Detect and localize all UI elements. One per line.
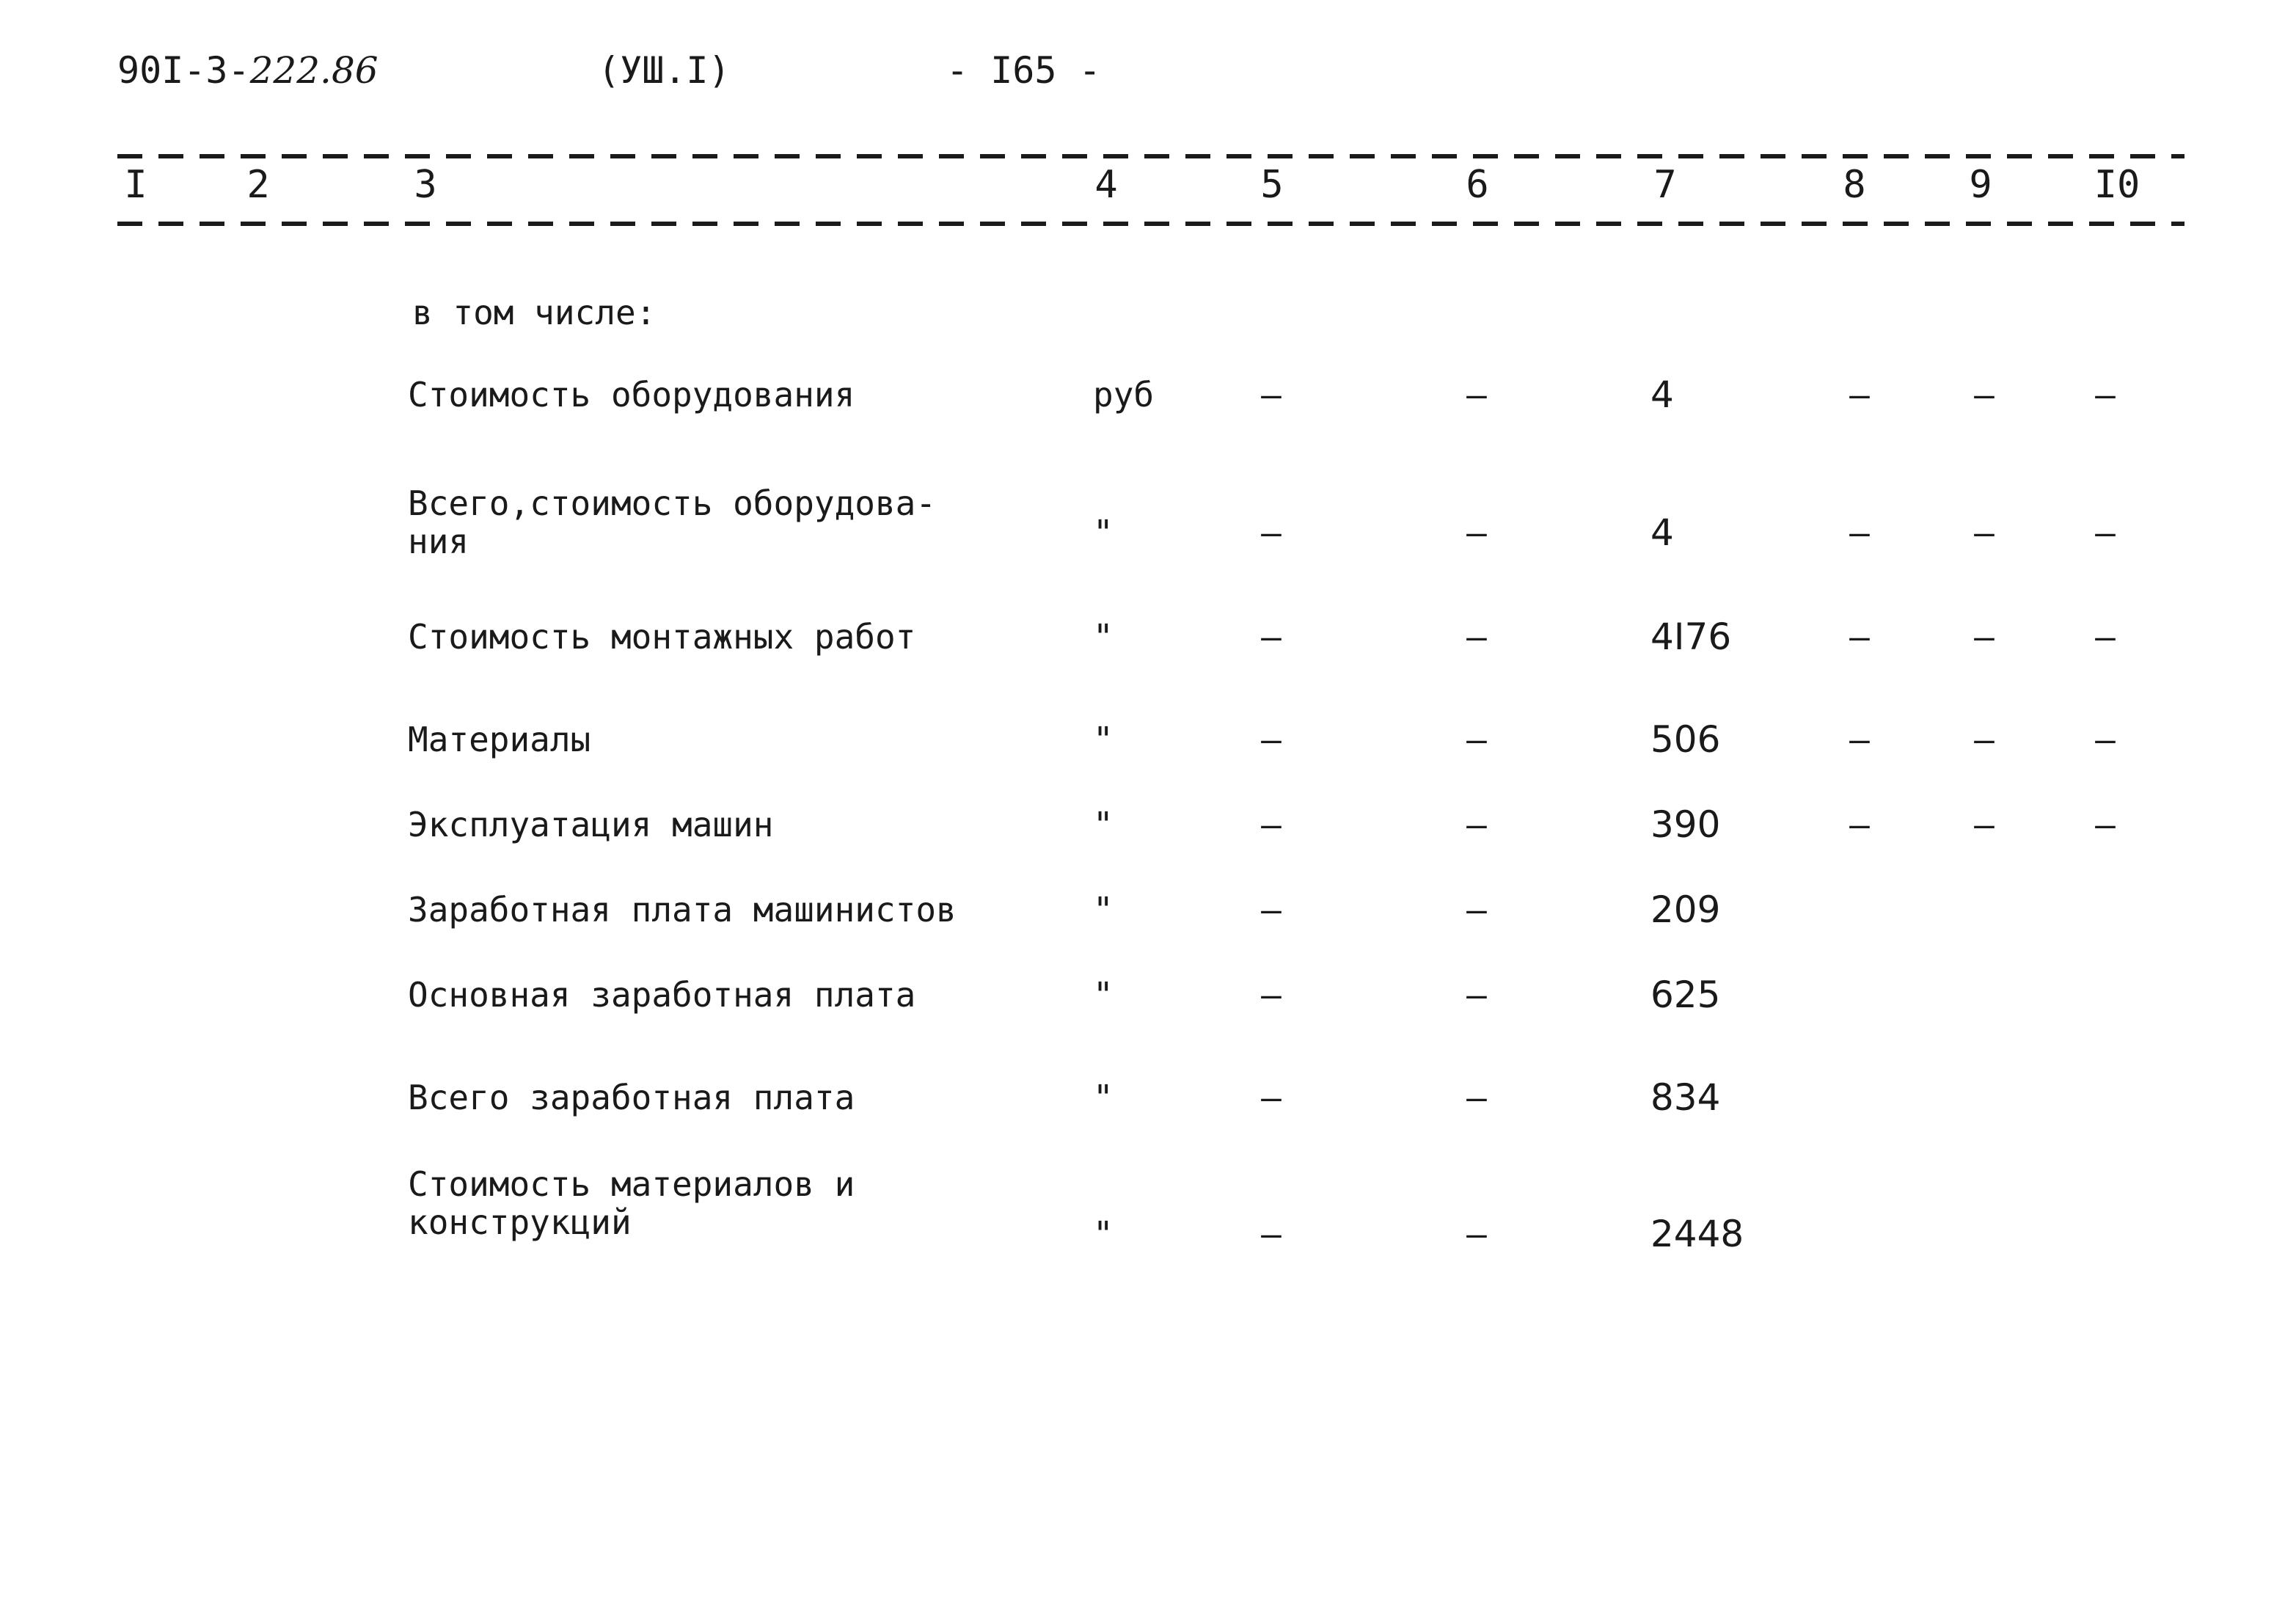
row-col7-value: 209 <box>1650 888 1721 931</box>
row-col8: – <box>1849 720 1870 759</box>
column-number-10: I0 <box>2094 163 2140 207</box>
row-name: Стоимость монтажных работ <box>408 617 916 657</box>
row-col5: – <box>1261 720 1282 759</box>
row-col5: – <box>1261 375 1282 415</box>
row-col8: – <box>1849 375 1870 415</box>
row-col7-value: 4 <box>1650 373 1674 416</box>
column-number-3: 3 <box>414 163 437 207</box>
column-number-6: 6 <box>1466 163 1489 207</box>
row-unit: " <box>1093 1214 1114 1254</box>
row-col7-value: 390 <box>1650 803 1721 846</box>
document-code-prefix: 90I-3- <box>117 49 250 92</box>
row-unit: " <box>1093 1078 1114 1117</box>
column-number-5: 5 <box>1260 163 1284 207</box>
row-col7-value: 506 <box>1650 718 1721 761</box>
row-unit: " <box>1093 975 1114 1015</box>
row-col5: – <box>1261 805 1282 844</box>
column-number-9: 9 <box>1969 163 1992 207</box>
row-col10: – <box>2095 720 2116 759</box>
row-col6: – <box>1466 890 1487 930</box>
row-col5: – <box>1261 1078 1282 1117</box>
row-name: Материалы <box>408 720 591 759</box>
row-col5: – <box>1261 975 1282 1015</box>
row-col7-value: 4I76 <box>1650 616 1732 658</box>
row-col5: – <box>1261 513 1282 552</box>
section-label: в том числе: <box>412 293 657 332</box>
row-col5: – <box>1261 617 1282 657</box>
row-col7-value: 625 <box>1650 974 1721 1016</box>
page-number: - I65 - <box>946 49 1101 92</box>
row-name: Основная заработная плата <box>408 975 916 1015</box>
row-col6: – <box>1466 1078 1487 1117</box>
row-col7-value: 4 <box>1650 511 1674 554</box>
row-col6: – <box>1466 805 1487 844</box>
row-unit: " <box>1093 617 1114 657</box>
row-col8: – <box>1849 617 1870 657</box>
row-col6: – <box>1466 1214 1487 1254</box>
row-col6: – <box>1466 375 1487 415</box>
row-col10: – <box>2095 617 2116 657</box>
row-col9: – <box>1974 375 1995 415</box>
row-col6: – <box>1466 975 1487 1015</box>
row-col6: – <box>1466 513 1487 552</box>
row-col7-value: 2448 <box>1650 1213 1744 1255</box>
document-code-suffix: 222.86 <box>249 49 379 92</box>
row-col9: – <box>1974 617 1995 657</box>
row-unit: " <box>1093 805 1114 844</box>
row-col8: – <box>1849 513 1870 552</box>
row-col5: – <box>1261 890 1282 930</box>
section-number: (УШ.I) <box>598 49 731 92</box>
column-number-4: 4 <box>1094 163 1118 207</box>
row-unit: " <box>1093 513 1114 552</box>
row-col10: – <box>2095 805 2116 844</box>
row-name: Всего,стоимость оборудова- ния <box>408 483 937 561</box>
document-code <box>117 48 379 92</box>
row-unit: руб <box>1093 375 1155 415</box>
row-col5: – <box>1261 1214 1282 1254</box>
column-number-1: I <box>124 163 147 207</box>
row-unit: " <box>1093 720 1114 759</box>
row-col10: – <box>2095 375 2116 415</box>
row-name: Всего заработная плата <box>408 1078 855 1117</box>
row-col6: – <box>1466 720 1487 759</box>
row-col6: – <box>1466 617 1487 657</box>
row-unit: " <box>1093 890 1114 930</box>
row-col8: – <box>1849 805 1870 844</box>
row-name: Эксплуатация машин <box>408 805 774 844</box>
table-header-bottom-rule <box>117 222 2185 226</box>
row-name: Стоимость материалов и конструкций <box>408 1164 855 1242</box>
table-header-top-rule <box>117 154 2185 158</box>
row-name: Стоимость оборудования <box>408 375 855 415</box>
column-number-7: 7 <box>1653 163 1677 207</box>
column-number-2: 2 <box>246 163 270 207</box>
row-col9: – <box>1974 805 1995 844</box>
column-number-8: 8 <box>1843 163 1866 207</box>
row-col9: – <box>1974 513 1995 552</box>
row-col9: – <box>1974 720 1995 759</box>
row-col7-value: 834 <box>1650 1076 1721 1119</box>
row-col10: – <box>2095 513 2116 552</box>
row-name: Заработная плата машинистов <box>408 890 957 930</box>
